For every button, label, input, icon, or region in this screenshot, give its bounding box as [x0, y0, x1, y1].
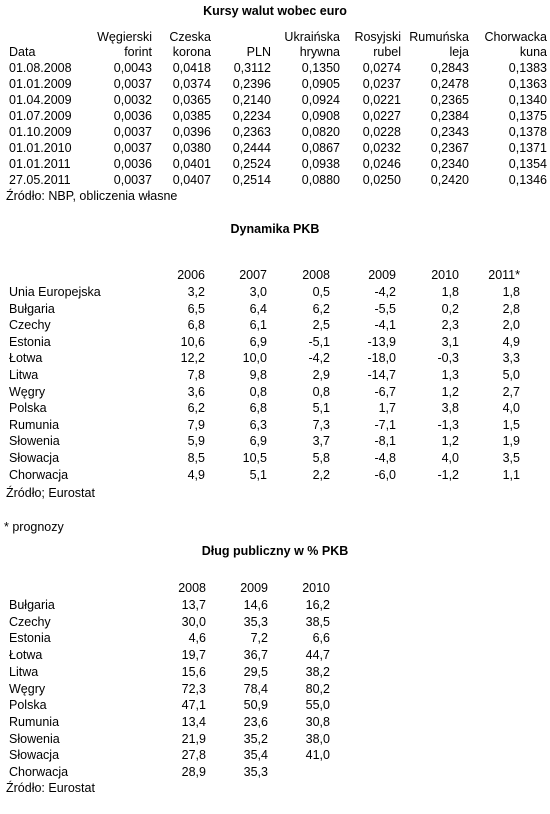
table3-cell: 28,9 — [181, 765, 206, 779]
table3-cell: 36,7 — [243, 648, 268, 663]
table1-header-top: Węgierski — [97, 30, 152, 44]
table2-row-name: Bułgaria — [9, 301, 55, 316]
table1-cell: 0,2340 — [430, 157, 469, 171]
table2-year-header: 2011* — [488, 268, 520, 282]
table1-cell: 0,1375 — [508, 109, 547, 123]
table1-row-date: 01.08.2008 — [9, 61, 72, 75]
table1-cell: 0,1354 — [508, 157, 547, 171]
table2-cell: 4,9 — [502, 334, 520, 349]
table3-cell: 35,3 — [243, 765, 268, 779]
table2-cell: 4,0 — [502, 401, 520, 416]
table1-cell: 0,2524 — [232, 157, 271, 171]
table2-row-name: Rumunia — [9, 417, 60, 432]
table3-year-header: 2009 — [240, 581, 268, 595]
table2-cell: 1,8 — [441, 285, 459, 299]
table1-cell: 0,0880 — [301, 173, 340, 187]
table2-cell: 7,9 — [187, 417, 205, 432]
table1-cell: 0,2234 — [232, 109, 271, 123]
table1-cell: 0,0374 — [172, 77, 211, 91]
table3-row-name: Chorwacja — [9, 765, 69, 779]
table2-cell: 2,9 — [312, 368, 330, 382]
table1-cell: 0,2367 — [430, 141, 469, 155]
table2-cell: -5,5 — [374, 301, 396, 316]
table1-cell: 0,2363 — [232, 125, 271, 139]
table1-cell: 0,1383 — [508, 61, 547, 75]
table3-year-header: 2008 — [178, 581, 206, 595]
table3-cell: 30,8 — [305, 714, 330, 729]
table1-cell: 0,0418 — [172, 61, 211, 75]
table1-header: forint — [124, 45, 152, 59]
table3-cell: 72,3 — [181, 681, 206, 696]
table3-cell: 7,2 — [250, 631, 268, 646]
table1-cell: 0,2343 — [430, 125, 469, 139]
table2-cell: 2,2 — [312, 467, 330, 482]
table1-cell: 0,0036 — [113, 109, 152, 123]
table2-cell: 12,2 — [180, 351, 205, 366]
table1-cell: 0,0228 — [362, 125, 401, 139]
table1-cell: 0,2140 — [232, 93, 271, 107]
table1-cell: 0,0032 — [113, 93, 152, 107]
table2-source: Źródło; Eurostat — [6, 486, 95, 500]
table2-cell: 3,0 — [249, 285, 267, 299]
table2-cell: 10,6 — [180, 334, 205, 349]
table1-source: Źródło: NBP, obliczenia własne — [6, 189, 178, 203]
table2-cell: -7,1 — [374, 417, 396, 432]
table1-cell: 0,0232 — [362, 141, 401, 155]
table2-cell: 1,9 — [502, 434, 520, 449]
table1-cell: 0,1371 — [508, 141, 547, 155]
table1-cell: 0,0407 — [172, 173, 211, 187]
table1-title: Kursy walut wobec euro — [203, 4, 347, 18]
table2-cell: 6,5 — [187, 301, 205, 316]
table2-row-name: Łotwa — [9, 351, 43, 366]
table1-cell: 0,0221 — [362, 93, 401, 107]
table3-cell: 47,1 — [181, 698, 206, 713]
table3-cell: 15,6 — [181, 664, 206, 679]
table1-cell: 0,0037 — [113, 141, 152, 155]
table2-cell: 8,5 — [187, 451, 205, 465]
table2-cell: 7,3 — [312, 417, 330, 432]
table3-cell: 41,0 — [305, 748, 330, 763]
table3-cell: 38,5 — [305, 614, 330, 629]
table1-cell: 0,0037 — [113, 77, 152, 91]
table3-cell: 29,5 — [243, 664, 268, 679]
table1-header-top: Rumuńska — [409, 30, 469, 44]
table2-cell: 6,4 — [249, 301, 267, 316]
table2-cell: 3,7 — [312, 434, 330, 449]
table1-cell: 0,1340 — [508, 93, 547, 107]
table3-cell: 38,2 — [305, 664, 330, 679]
table3-cell: 38,0 — [305, 731, 330, 746]
table1-cell: 0,0905 — [301, 77, 340, 91]
table2-row-name: Litwa — [9, 368, 39, 382]
table3-cell: 23,6 — [243, 714, 268, 729]
table2-year-header: 2010 — [431, 268, 459, 282]
table1-row-date: 01.04.2009 — [9, 93, 72, 107]
table2-row-name: Węgry — [9, 384, 46, 399]
table2-cell: 5,1 — [249, 467, 267, 482]
table1-cell: 0,1350 — [301, 61, 340, 75]
table1-cell: 0,1363 — [508, 77, 547, 91]
table2-cell: 1,5 — [502, 417, 520, 432]
table1-cell: 0,2365 — [430, 93, 469, 107]
table1-cell: 0,2478 — [430, 77, 469, 91]
table1-header-top: Czeska — [169, 30, 211, 44]
table2-cell: -13,9 — [367, 334, 396, 349]
table2-cell: 1,2 — [441, 384, 459, 399]
table2-cell: -1,2 — [437, 467, 459, 482]
table2-year-header: 2006 — [177, 268, 205, 282]
table2-cell: 3,8 — [441, 401, 459, 416]
table2-cell: -4,2 — [308, 351, 330, 366]
table1-cell: 0,0385 — [172, 109, 211, 123]
table1-cell: 0,0037 — [113, 173, 152, 187]
table2-cell: 6,1 — [249, 318, 267, 333]
table2-cell: 0,2 — [441, 301, 459, 316]
table2-cell: 0,8 — [312, 384, 330, 399]
table1-cell: 0,0036 — [113, 157, 152, 171]
table2-cell: -18,0 — [367, 351, 396, 366]
table3-cell: 13,7 — [181, 598, 206, 612]
table2-year-header: 2009 — [368, 268, 396, 282]
table3-cell: 50,9 — [243, 698, 268, 713]
table1-cell: 0,2420 — [430, 173, 469, 187]
table3-cell: 14,6 — [243, 598, 268, 612]
table3-row-name: Węgry — [9, 681, 46, 696]
table1-cell: 0,0246 — [362, 157, 401, 171]
table3-cell: 80,2 — [305, 681, 330, 696]
table2-cell: -8,1 — [374, 434, 396, 449]
table1-cell: 0,2514 — [232, 173, 271, 187]
table2-footnote: * prognozy — [4, 520, 64, 534]
table1-header: rubel — [373, 45, 401, 59]
table3-cell: 55,0 — [305, 698, 330, 713]
table1-date-header: Data — [9, 45, 36, 59]
table3-title: Dług publiczny w % PKB — [201, 544, 349, 558]
table2-cell: -0,3 — [437, 351, 459, 366]
table2-cell: 1,2 — [441, 434, 459, 449]
table2-cell: 6,2 — [312, 301, 330, 316]
table2-row-name: Czechy — [9, 318, 51, 333]
table3-cell: 35,2 — [243, 731, 268, 746]
table3-row-name: Litwa — [9, 664, 39, 679]
table1-cell: 0,0043 — [113, 61, 152, 75]
table2-cell: -14,7 — [367, 368, 396, 382]
table1-header-top: Ukraińska — [284, 30, 340, 44]
table2-cell: 1,1 — [502, 467, 520, 482]
table2-cell: 0,8 — [249, 384, 267, 399]
table1-cell: 0,0938 — [301, 157, 340, 171]
table2-cell: 0,5 — [312, 285, 330, 299]
table2-cell: 6,8 — [187, 318, 205, 333]
table1-cell: 0,0924 — [301, 93, 340, 107]
table3-cell: 35,3 — [243, 614, 268, 629]
table1-row-date: 01.01.2011 — [9, 157, 71, 171]
table2-cell: -4,8 — [374, 451, 396, 465]
table1-header: hrywna — [299, 45, 340, 59]
table1-cell: 0,2384 — [430, 109, 469, 123]
table3-year-header: 2010 — [302, 581, 330, 595]
table2-cell: 10,0 — [242, 351, 267, 366]
table1-cell: 0,0401 — [172, 157, 211, 171]
table2-cell: 5,9 — [187, 434, 205, 449]
table2-cell: 2,0 — [502, 318, 520, 333]
table1-cell: 0,3112 — [233, 61, 271, 75]
table2-title: Dynamika PKB — [230, 222, 320, 236]
table1-cell: 0,0820 — [301, 125, 340, 139]
table1-cell: 0,1378 — [508, 125, 547, 139]
table2-cell: 7,8 — [187, 368, 205, 382]
table2-cell: 5,1 — [312, 401, 330, 416]
table3-cell: 19,7 — [181, 648, 206, 663]
table2-cell: 5,0 — [502, 368, 520, 382]
table1-row-date: 01.07.2009 — [9, 109, 72, 123]
table1-cell: 0,2396 — [232, 77, 271, 91]
table1-row-date: 01.10.2009 — [9, 125, 72, 139]
table2-cell: 1,3 — [441, 368, 459, 382]
table3-row-name: Czechy — [9, 614, 51, 629]
table1-cell: 0,0365 — [172, 93, 211, 107]
table1-cell: 0,0227 — [362, 109, 401, 123]
table1-cell: 0,1346 — [508, 173, 547, 187]
table3-cell: 13,4 — [181, 714, 206, 729]
table1-row-date: 01.01.2009 — [9, 77, 72, 91]
table2-row-name: Słowenia — [9, 434, 60, 449]
table2-cell: 5,8 — [312, 451, 330, 465]
table2-year-header: 2007 — [239, 268, 267, 282]
table2-cell: 6,2 — [187, 401, 205, 416]
table1-cell: 0,0396 — [172, 125, 211, 139]
table2-cell: 2,8 — [502, 301, 520, 316]
table1-header: PLN — [246, 45, 271, 59]
table2-cell: 3,6 — [187, 384, 205, 399]
table2-row-name: Chorwacja — [9, 467, 69, 482]
table2-cell: -4,1 — [374, 318, 396, 333]
table2-row-name: Unia Europejska — [9, 285, 101, 299]
table2-cell: 3,2 — [187, 285, 205, 299]
table2-cell: 6,9 — [249, 434, 267, 449]
table1-row-date: 01.01.2010 — [9, 141, 72, 155]
table2-cell: 3,1 — [441, 334, 459, 349]
table3-row-name: Bułgaria — [9, 598, 55, 612]
table1-cell: 0,0867 — [301, 141, 340, 155]
table2-cell: 3,5 — [502, 451, 520, 465]
table2-row-name: Słowacja — [9, 451, 60, 465]
table3-row-name: Rumunia — [9, 714, 60, 729]
table1-cell: 0,0237 — [362, 77, 401, 91]
table2-row-name: Estonia — [9, 334, 51, 349]
table1-cell: 0,0037 — [113, 125, 152, 139]
table3-row-name: Polska — [9, 698, 47, 713]
table2-cell: 9,8 — [249, 368, 267, 382]
table1-cell: 0,2843 — [430, 61, 469, 75]
table3-row-name: Łotwa — [9, 648, 43, 663]
table3-row-name: Słowenia — [9, 731, 60, 746]
table1-header-top: Rosyjski — [354, 30, 401, 44]
table2-cell: -1,3 — [437, 417, 459, 432]
table1-header: leja — [449, 45, 469, 59]
table2-cell: -5,1 — [308, 334, 330, 349]
table2-cell: 2,3 — [441, 318, 459, 333]
table2-cell: 3,3 — [502, 351, 520, 366]
table2-cell: 2,7 — [502, 384, 520, 399]
table3-cell: 6,6 — [312, 631, 330, 646]
table1-cell: 0,0274 — [362, 61, 401, 75]
table1-cell: 0,0380 — [172, 141, 211, 155]
table2-cell: 1,8 — [502, 285, 520, 299]
table2-cell: 4,0 — [441, 451, 459, 465]
table2-cell: -6,7 — [374, 384, 396, 399]
table2-cell: -4,2 — [374, 285, 396, 299]
table3-cell: 35,4 — [243, 748, 268, 763]
table2-cell: 2,5 — [312, 318, 330, 333]
table3-cell: 78,4 — [243, 681, 268, 696]
table2-cell: 6,9 — [249, 334, 267, 349]
table3-cell: 21,9 — [181, 731, 206, 746]
table3-cell: 27,8 — [181, 748, 206, 763]
table3-row-name: Słowacja — [9, 748, 60, 763]
table2-cell: 10,5 — [242, 451, 267, 465]
table1-header-top: Chorwacka — [484, 30, 547, 44]
table1-header: kuna — [519, 45, 547, 59]
table2-cell: 6,3 — [249, 417, 267, 432]
table2-cell: 4,9 — [187, 467, 205, 482]
table1-row-date: 27.05.2011 — [9, 173, 71, 187]
table3-source: Źródło: Eurostat — [6, 781, 95, 795]
table2-cell: -6,0 — [374, 467, 396, 482]
table2-year-header: 2008 — [302, 268, 330, 282]
table2-row-name: Polska — [9, 401, 47, 416]
table3-cell: 30,0 — [181, 614, 206, 629]
table1-cell: 0,0250 — [362, 173, 401, 187]
table1-cell: 0,0908 — [301, 109, 340, 123]
table3-cell: 4,6 — [188, 631, 206, 646]
table1-cell: 0,2444 — [232, 141, 271, 155]
table3-cell: 16,2 — [305, 598, 330, 612]
table2-cell: 6,8 — [249, 401, 267, 416]
table2-cell: 1,7 — [378, 401, 396, 416]
table1-header: korona — [172, 45, 211, 59]
table3-row-name: Estonia — [9, 631, 51, 646]
table3-cell: 44,7 — [305, 648, 330, 663]
